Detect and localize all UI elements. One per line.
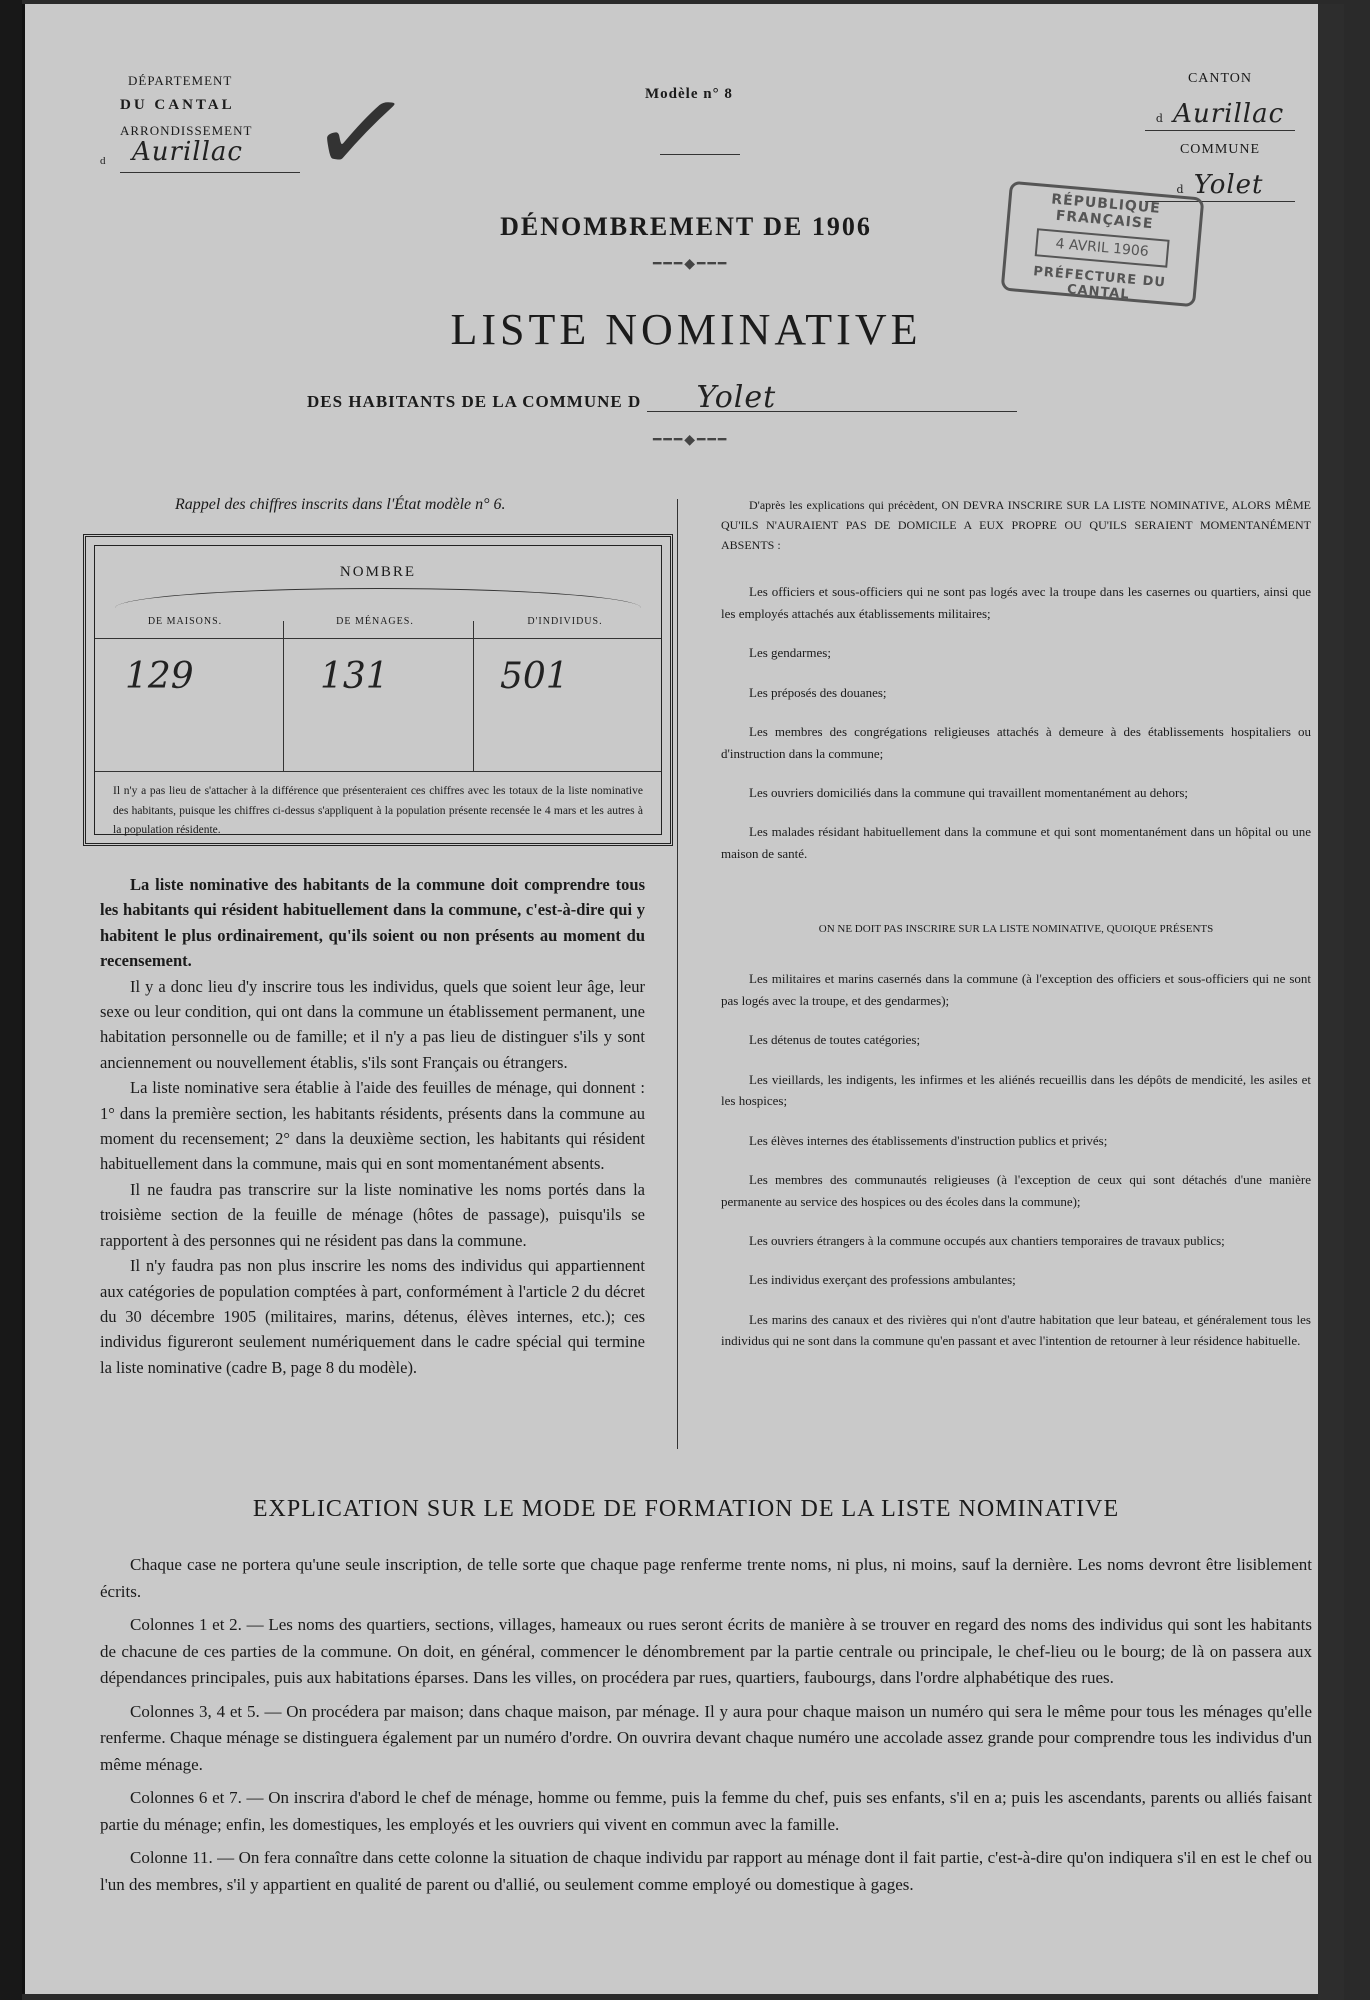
canton-line <box>1145 91 1295 131</box>
modele-number: Modèle n° 8 <box>645 86 733 102</box>
value-menages: 131 <box>320 656 389 697</box>
habitants-subtitle <box>307 380 1017 415</box>
ornament-divider: ━━━◆━━━ <box>653 433 729 448</box>
denombrement-title: DÉNOMBREMENT DE 1906 <box>500 212 872 241</box>
rappel-note: Il n'y a pas lieu de s'attacher à la différence que présenteraient ces chiffres avec les totaux de la liste nominative des habitants, puisque les chiffres ci-dessus s'appliquent à la population présente recensée le 4 mars et les autres à la population résidente. <box>113 785 643 837</box>
census-page <box>22 4 1344 1994</box>
arrondissement-label: ARRONDISSEMENT <box>120 123 253 139</box>
canton-label: CANTON <box>1187 71 1253 86</box>
list-item: Les officiers et sous-officiers qui ne sont pas logés avec la troupe dans les casernes ou quartiers, ainsi que les employés attachés aux établissements militaires; <box>721 584 1311 621</box>
divider <box>660 154 740 155</box>
explication-text <box>100 1552 1312 1905</box>
paragraph: Il n'y faudra pas non plus inscrire les noms des individus qui appartiennent aux catégories de population comptées à part, conformément à l'article 2 du décret du 30 décembre 1905 (militaires, marins, détenus, élèves internes, etc.); ces individus figureront seulement numériquement dans le cadre spécial qui termine la liste nominative (cadre B, page 8 du modèle). <box>100 1256 645 1377</box>
paragraph: Il y a donc lieu d'y inscrire tous les individus, quels que soient leur âge, leur sexe ou leur condition, qui ont dans la commune un établissement permanent, une habitation personnelle ou de famille; et il n'y a pas lieu de distinguer s'ils y sont anciennement ou nouvellement établis, s'ils sont Français ou étrangers. <box>100 976 645 1072</box>
list-item: Les préposés des douanes; <box>749 684 887 700</box>
list-item: Les ouvriers domiciliés dans la commune qui travaillent momentanément au dehors; <box>749 785 1188 801</box>
page-gutter <box>0 0 22 2000</box>
commune-handwritten: Yolet <box>1193 170 1264 201</box>
left-column-text <box>100 872 645 1380</box>
row-divider <box>95 771 661 772</box>
nombre-heading: NOMBRE <box>339 564 417 580</box>
commune-handwritten-title: Yolet <box>647 384 1017 412</box>
col-header-individus: D'INDIVIDUS. <box>527 616 603 627</box>
paragraph: Colonnes 6 et 7. — On inscrira d'abord le chef de ménage, homme ou femme, puis la femme du chef, puis ses enfants, s'il en a; puis les ascendants, parents ou alliés faisant partie du ménage; enfin, les domestiques, les employés et les ouvriers qui vivent en commun avec la famille. <box>100 1788 1312 1834</box>
list-item: Les détenus de toutes catégories; <box>749 1032 921 1048</box>
canton-prefix: d <box>1155 112 1164 126</box>
col-divider <box>283 621 284 771</box>
header-left <box>100 69 300 173</box>
column-divider <box>677 499 678 1449</box>
header-right <box>1145 66 1295 202</box>
right-column-text <box>721 496 1311 1352</box>
list-item: Les militaires et marins casernés dans la commune (à l'exception des officiers et sous-officiers qui ne sont pas logés avec la troupe, et des gendarmes); <box>721 971 1311 1008</box>
right-intro: D'après les explications qui précèdent, ON DEVRA INSCRIRE SUR LA LISTE NOMINATIVE, ALORS MÊME QU'ILS N'AURAIENT PAS DE DOMICILE A EUX PROPRE OU QU'ILS SERAIENT MOMENTANÉMENT ABSENTS : <box>721 498 1311 552</box>
page-edge <box>1318 4 1344 2000</box>
list-item: Les ouvriers étrangers à la commune occupés aux chantiers temporaires de travaux publics; <box>749 1232 1225 1248</box>
paragraph: La liste nominative des habitants de la commune doit comprendre tous les habitants qui résident habituellement dans la commune, c'est-à-dire qui y habitent le plus ordinairement, qu'ils soient ou non présents au moment du recensement. <box>100 875 645 971</box>
col-divider <box>473 621 474 771</box>
rappel-table <box>83 534 673 846</box>
ornament-divider: ━━━◆━━━ <box>653 257 729 272</box>
paragraph: Colonne 11. — On fera connaître dans cette colonne la situation de chaque individu par rapport au ménage dont il fait partie, c'est-à-dire qu'on indiquera s'il en est le chef ou l'un des membres, s'il y appartient en qualité de parent ou d'allié, ou seulement comme employé ou domestique à gages. <box>100 1848 1312 1894</box>
stamp-line-3: PRÉFECTURE DU CANTAL <box>1032 264 1167 303</box>
ne-pas-inscrire-heading: ON NE DOIT PAS INSCRIRE SUR LA LISTE NOMINATIVE, QUOIQUE PRÉSENTS <box>818 923 1214 936</box>
stamp-line-1: RÉPUBLIQUE FRANÇAISE <box>1050 191 1162 233</box>
list-item: Les individus exerçant des professions ambulantes; <box>749 1272 1016 1288</box>
list-item: Les gendarmes; <box>749 645 831 661</box>
habitants-label: DES HABITANTS DE LA COMMUNE D <box>307 392 642 411</box>
departement-label: DÉPARTEMENT <box>128 73 233 88</box>
list-item: Les élèves internes des établissements d'instruction publics et privés; <box>749 1132 1108 1148</box>
list-item: Les marins des canaux et des rivières qui n'ont d'autre habitation que leur bateau, et généralement tous les individus qui ne sont dans la commune qu'en passant et avec l'intention de retourner à leur résidence habituelle. <box>721 1311 1311 1349</box>
row-divider <box>95 638 661 639</box>
list-item: Les malades résidant habituellement dans la commune et qui sont momentanément dans un hôpital ou une maison de santé. <box>721 824 1311 861</box>
col-header-maisons: DE MAISONS. <box>147 616 223 627</box>
col-header-menages: DE MÉNAGES. <box>336 616 414 627</box>
canton-handwritten: Aurillac <box>1173 99 1285 130</box>
rappel-caption: Rappel des chiffres inscrits dans l'État modèle n° 6. <box>175 496 506 513</box>
list-item: Les membres des communautés religieuses (à l'exception de ceux qui sont détachés d'une manière permanente au service des hospices ou des écoles dans la commune); <box>721 1172 1311 1209</box>
arrondissement-handwritten: Aurillac <box>132 136 243 167</box>
prefecture-stamp <box>1001 181 1205 308</box>
value-maisons: 129 <box>125 656 194 697</box>
paragraph: Il ne faudra pas transcrire sur la liste nominative les noms portés dans la troisième section de la feuille de ménage (hôtes de passage), puisqu'ils se rapportent à des personnes qui ne résident pas dans la commune. <box>100 1179 645 1250</box>
commune-label: COMMUNE <box>1179 142 1261 158</box>
stamp-date: 4 AVRIL 1906 <box>1034 228 1169 268</box>
rappel-table-inner <box>94 545 662 835</box>
list-item: Les vieillards, les indigents, les infirmes et les aliénés recueillis dans les dépôts de mendicité, les asiles et les hospices; <box>721 1071 1311 1109</box>
departement-value: DU CANTAL <box>120 97 235 114</box>
check-mark-icon: ✓ <box>300 57 420 210</box>
paragraph: Chaque case ne portera qu'une seule inscription, de telle sorte que chaque page renferme trente noms, ni plus, ni moins, sauf la dernière. Les noms devront être lisiblement écrits. <box>100 1555 1312 1601</box>
arrondissement-prefix: d <box>100 154 107 167</box>
value-individus: 501 <box>500 656 569 697</box>
arrondissement-line <box>100 136 300 173</box>
paragraph: La liste nominative sera établie à l'aide des feuilles de ménage, qui donnent : 1° dans la première section, les habitants résidents, présents dans la commune au moment du recensement; 2° dans la deuxième section, les habitants qui résident habituellement dans la commune, mais qui en sont momentanément absents. <box>100 1078 645 1174</box>
liste-nominative-title: LISTE NOMINATIVE <box>450 305 922 354</box>
list-item: Les membres des congrégations religieuses attachés à demeure à des établissements hospitaliers ou d'instruction dans la commune; <box>721 724 1311 761</box>
paragraph: Colonnes 1 et 2. — Les noms des quartiers, sections, villages, hameaux ou rues seront écrits de manière à se trouver en regard des noms des individus qui sont les habitants de chacune de ces parties de la commune. On doit, en général, commencer le dénombrement par la partie centrale ou principale, le chef-lieu ou le bourg; de là on passera aux dépendances principales, puis aux habitations éparses. Dans les villes, on procédera par rues, quartiers, faubourgs, dans l'ordre alphabétique des rues. <box>100 1615 1312 1688</box>
explication-title: EXPLICATION SUR LE MODE DE FORMATION DE LA LISTE NOMINATIVE <box>252 1496 1120 1522</box>
paragraph: Colonnes 3, 4 et 5. — On procédera par maison; dans chaque maison, par ménage. Il y aura pour chaque maison un numéro qui sera le même pour tous les ménages qu'elle renferme. Chaque ménage se distinguera également par un numéro d'ordre. On ouvrira devant chaque numéro une accolade assez grande pour comprendre tous les individus d'un même ménage. <box>100 1701 1312 1774</box>
commune-prefix: d <box>1176 183 1185 197</box>
